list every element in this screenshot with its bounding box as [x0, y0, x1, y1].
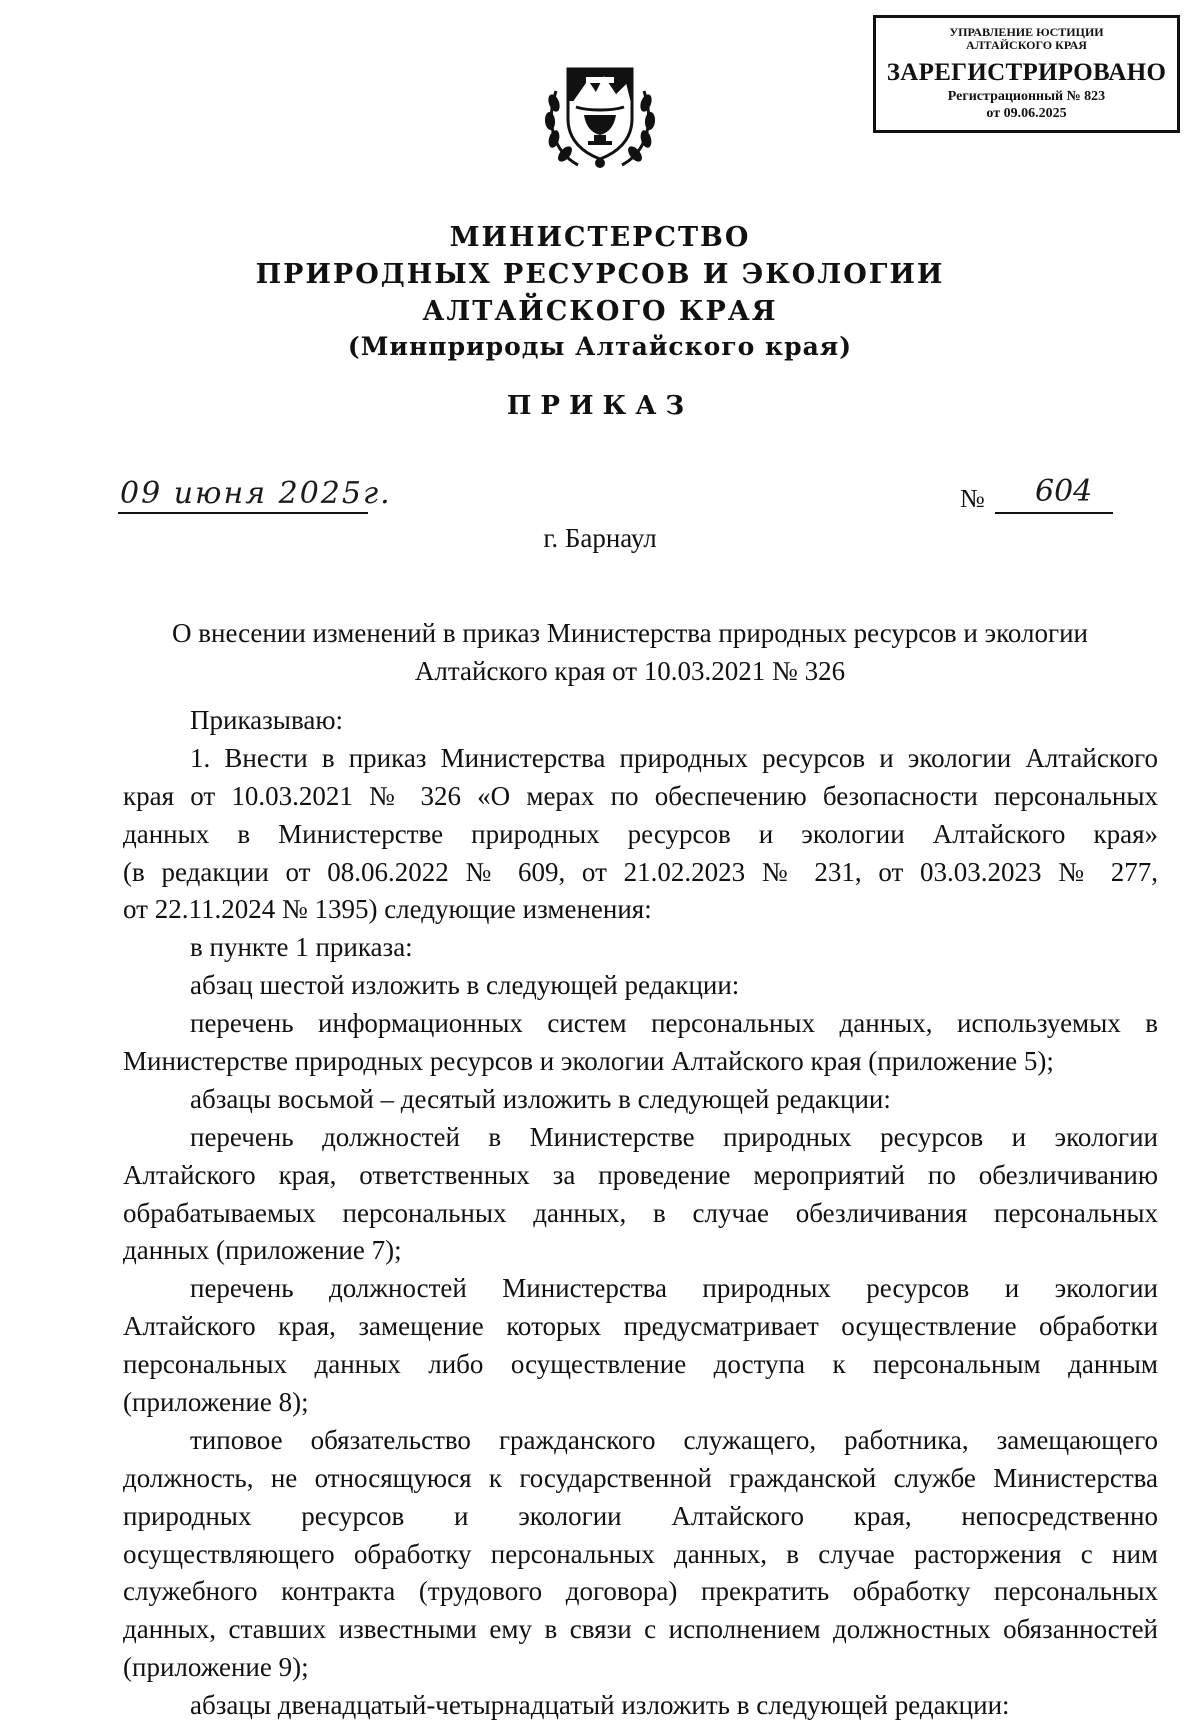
body-line: в пункте 1 приказа:: [190, 932, 413, 963]
order-body: [123, 702, 1158, 1725]
body-line: данных в Министерстве природных ресурсов и экологии Алтайского края»: [123, 818, 1158, 849]
handwritten-number: 604: [1035, 474, 1093, 509]
ministry-title-line1: МИНИСТЕРСТВО: [449, 222, 751, 253]
order-subject: [140, 614, 1120, 690]
number-label: №: [960, 484, 985, 513]
number-underline: [995, 512, 1113, 514]
coat-of-arms-emblem: [538, 55, 662, 175]
body-line: перечень должностей в Министерстве природных ресурсов и экологии: [190, 1121, 1158, 1152]
body-line: 1. Внести в приказ Министерства природных ресурсов и экологии Алтайского: [190, 742, 1158, 773]
body-line: должность, не относящуюся к государственной гражданской службе Министерства: [123, 1462, 1158, 1493]
stamp-reg-date: от 09.06.2025: [986, 106, 1067, 121]
ministry-title-line3: АЛТАЙСКОГО КРАЯ: [422, 296, 778, 327]
subject-line: Алтайского края от 10.03.2021 № 326: [414, 656, 846, 686]
body-line: перечень должностей Министерства природных ресурсов и экологии: [190, 1273, 1158, 1304]
ministry-title-line2: ПРИРОДНЫХ РЕСУРСОВ И ЭКОЛОГИИ: [255, 259, 945, 290]
body-line: служебного контракта (трудового договора) прекратить обработку персональных: [123, 1576, 1158, 1607]
body-line: Приказываю:: [190, 705, 343, 735]
stamp-org-line1: УПРАВЛЕНИЕ ЮСТИЦИИ: [949, 25, 1104, 39]
body-line: природных ресурсов и экологии Алтайского края, непосредственно: [123, 1500, 1158, 1531]
document-type-heading: ПРИКАЗ: [506, 391, 694, 421]
body-line: персональных данных либо осуществление доступа к персональным данным: [123, 1349, 1158, 1380]
body-line: обрабатываемых персональных данных, в случае обезличивания персональных: [123, 1197, 1158, 1228]
body-line: данных (приложение 7);: [123, 1235, 402, 1266]
body-line: абзацы двенадцатый-четырнадцатый изложить в следующей редакции:: [190, 1690, 1010, 1721]
body-line: данных, ставших известными ему в связи с исполнением должностных обязанностей: [123, 1614, 1158, 1645]
stamp-reg-number: Регистрационный № 823: [947, 89, 1106, 104]
city-name: г. Барнаул: [543, 523, 657, 553]
body-line: от 22.11.2024 № 1395) следующие изменения:: [123, 894, 652, 925]
body-line: Алтайского края, ответственных за проведение мероприятий по обезличиванию: [123, 1159, 1158, 1190]
body-line: (приложение 8);: [123, 1387, 309, 1418]
body-line: Алтайского края, замещение которых предусматривает осуществление обработки: [123, 1311, 1158, 1342]
body-line: абзацы восьмой – десятый изложить в следующей редакции:: [190, 1083, 891, 1114]
ministry-short-name: (Минприроды Алтайского края): [347, 332, 853, 361]
stamp-org-line2: АЛТАЙСКОГО КРАЯ: [966, 38, 1087, 52]
stamp-title: ЗАРЕГИСТРИРОВАНО: [886, 59, 1167, 86]
handwritten-date: 09 июня 2025г.: [120, 476, 392, 511]
registration-stamp: [873, 15, 1180, 133]
body-line: Министерстве природных ресурсов и экологии Алтайского края (приложение 5);: [123, 1046, 1054, 1077]
body-line: осуществляющего обработку персональных данных, в случае расторжения с ним: [123, 1538, 1158, 1569]
body-line: перечень информационных систем персональных данных, используемых в: [190, 1008, 1158, 1039]
body-line: абзац шестой изложить в следующей редакции:: [190, 970, 740, 1001]
body-line: (приложение 9);: [123, 1652, 309, 1683]
body-line: (в редакции от 08.06.2022 № 609, от 21.02.2023 № 231, от 03.03.2023 № 277,: [123, 856, 1158, 887]
date-underline: [118, 512, 368, 514]
body-line: типовое обязательство гражданского служащего, работника, замещающего: [190, 1424, 1158, 1455]
subject-line: О внесении изменений в приказ Министерства природных ресурсов и экологии: [172, 618, 1088, 648]
body-line: края от 10.03.2021 № 326 «О мерах по обеспечению безопасности персональных: [123, 780, 1158, 811]
